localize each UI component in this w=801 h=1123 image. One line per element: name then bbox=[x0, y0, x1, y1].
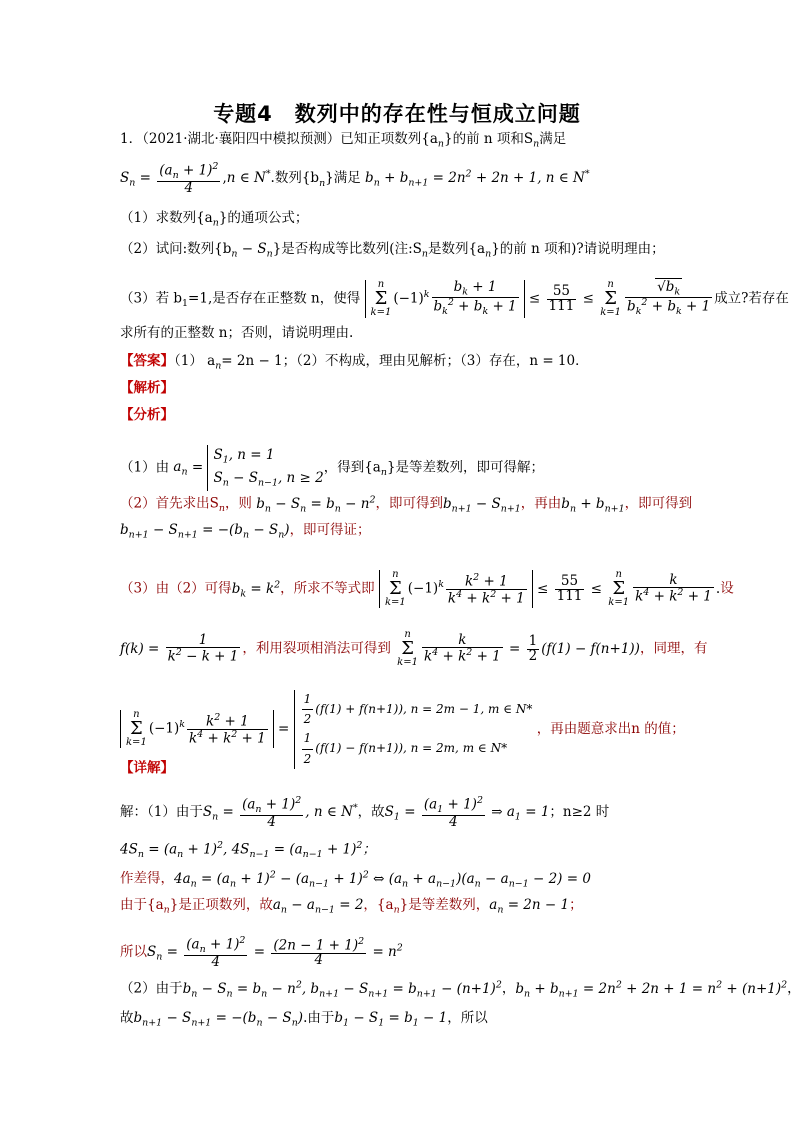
analysis-2-text-6: ，即可得证； bbox=[289, 522, 371, 538]
question-1-text-2: }的通项公式； bbox=[218, 210, 309, 226]
analysis-2: （2）首先求出$S_n$，则 $b_n - S_n = b_n - n^2$，即可得到$b_{n+1} - S_{n+1}$，再由$b_n + b_{n+1}$，即可得到 bbox=[120, 494, 693, 515]
question-2-text-3: 是数列{a bbox=[427, 241, 486, 257]
detail-4: 由于$\{a_n\}$是正项数列，故$a_n - a_{n-1} = 2$，$\{a_n\}$是等差数列，$a_n = 2n - 1$； bbox=[120, 897, 583, 916]
detail-7-text-3: ，所以 bbox=[447, 1010, 488, 1026]
detail-5-text: 所以 bbox=[120, 944, 147, 961]
question-3: （3）若 $b_1=1$,是否存在正整数 n，使得 n Σ $k=1(-1)^k$ $\frac{b_k + 1}{b_k^2 + b_k + 1}$ ≤ $\frac{55}{111}$ ≤ n Σ k=1 $\frac{√b_k}{b_k^2 + b_k + 1}$ 成立?若存在 bbox=[120, 279, 789, 318]
detail-4-text-2: }是正项数列，故 bbox=[169, 897, 273, 913]
detail-1-text-2: ，故 bbox=[357, 804, 385, 821]
answer-text-2: = 2n − 1；（2）不构成，理由见解析；（3）存在，n = 10． bbox=[221, 353, 589, 369]
detail-3-text: 作差得， bbox=[120, 870, 174, 887]
detail-7-text-2: 由于 bbox=[307, 1010, 335, 1026]
analysis-3-text-2: ，所求不等式即 bbox=[280, 580, 375, 597]
detail-4-text-3: ，{a bbox=[363, 897, 394, 913]
problem-intro-line: 1．（2021·湖北·襄阳四中模拟预测）已知正项数列$\{a_n\}$的前 n 项和$S_n$满足 bbox=[120, 131, 567, 150]
section-fenxi: 【分析】 bbox=[120, 407, 174, 423]
analysis-1-text: （1）由 bbox=[120, 459, 170, 476]
analysis-2-line-2: $b_{n+1} - S_{n+1} = -(b_n - S_n)$，即可得证； bbox=[120, 522, 371, 541]
question-3-text-2: =1,是否存在正整数 n，使得 bbox=[188, 290, 361, 307]
question-2-text-4: }的前 n 项和)?请说明理由； bbox=[491, 241, 665, 257]
detail-5: 所以$S_n$ = $\frac{(a_n + 1)^2}{4}$ = $\frac{(2n - 1 + 1)^2}{4}$ = $n^2$ bbox=[120, 935, 403, 970]
detail-2: $4S_n = (a_n + 1)^2$, $4S_{n-1} = (a_{n-1} + 1)^2$； bbox=[120, 840, 376, 861]
analysis-3-text-3: 设 bbox=[720, 580, 734, 597]
section-jiexi: 【解析】 bbox=[120, 380, 174, 396]
analysis-3-text: （3）由（2）可得 bbox=[120, 580, 232, 597]
question-1: （1）求数列$\{a_n\}$的通项公式； bbox=[120, 210, 309, 229]
section-xiangjie: 【详解】 bbox=[120, 760, 174, 776]
analysis-1-text-3: }是等差数列，即可得解； bbox=[386, 459, 545, 476]
analysis-1: （1）由 $a_n$ = $S_1$, n = 1 $S_n - S_{n-1}$, n ≥ 2 ，得到$\{a_n\}$是等差数列，即可得解； bbox=[120, 445, 544, 491]
detail-4-text: 由于{a bbox=[120, 897, 164, 913]
answer-line: 【答案】（1） $a_n= 2n - 1$；（2）不构成，理由见解析；（3）存在，n = 10． bbox=[120, 353, 589, 372]
answer-text: （1） a bbox=[174, 353, 216, 369]
problem-intro-2: }的前 n 项和S bbox=[444, 131, 534, 147]
detail-7-text: 故 bbox=[120, 1010, 134, 1026]
analysis-4-text-2: ，同理，有 bbox=[639, 640, 708, 657]
analysis-5-text: ，再由题意求出n 的值； bbox=[536, 720, 685, 737]
detail-3: 作差得，$4a_n = (a_n + 1)^2 - (a_{n-1} + 1)^2$ ⇔ $(a_n + a_{n-1})(a_n - a_{n-1} - 2) = 0$ bbox=[120, 869, 591, 890]
analysis-2-text: （2）首先求出S bbox=[120, 495, 219, 512]
problem-intro-3: 满足 bbox=[539, 131, 567, 147]
detail-1-text: 解：（1）由于 bbox=[120, 804, 203, 821]
answer-label: 【答案】 bbox=[120, 353, 174, 369]
problem-formula-text-2: }满足 bbox=[325, 170, 361, 187]
detail-6: （2）由于$b_n - S_n = b_n - n^2$, $b_{n+1} - S_{n+1} = b_{n+1} - (n+1)^2$，$b_n + b_{n+1} = 2n^2 + 2n + 1 = n^2 + (n+1)^2$， bbox=[120, 979, 801, 1000]
analysis-2-text-4: ，再由 bbox=[520, 495, 562, 512]
question-2: （2）试问:数列$\{b_n - S_n\}$是否构成等比数列(注$:S_n$是数列$\{a_n\}$的前 n 项和)?请说明理由； bbox=[120, 241, 665, 260]
question-1-text: （1）求数列{a bbox=[120, 210, 213, 226]
analysis-5: n Σ $k=1(-1)^k$ $\frac{k^2 + 1}{k^4 + k^2 + 1}$ = $\frac{1}{2}$ (f(1) + f(n+1)), n = 2m − 1, m ∈ N* $\frac{1}{2}$ (f(1) − f(n+1)), n = 2m, m ∈ N* ，再由题意求出n 的值； bbox=[120, 690, 685, 769]
analysis-1-text-2: ，得到{a bbox=[323, 459, 381, 476]
analysis-4: f(k) = $\frac{1}{k^2 - k + 1}$ ，利用裂项相消法可得到 n Σ k=1 $\frac{k}{k^4 + k^2 + 1}$ = $\frac{1}{2}$ (f(1) − f(n+1))，同理，有 bbox=[120, 629, 708, 668]
page-title: 专题4 数列中的存在性与恒成立问题 bbox=[213, 102, 581, 126]
detail-4-text-4: }是等差数列， bbox=[399, 897, 490, 913]
problem-intro: 1．（2021·湖北·襄阳四中模拟预测）已知正项数列{a bbox=[120, 131, 438, 147]
question-3-text-3: 成立?若存在 bbox=[714, 290, 789, 307]
analysis-2-text-5: ，即可得到 bbox=[624, 495, 693, 512]
detail-6-text: （2）由于 bbox=[120, 980, 183, 997]
question-3-text: （3）若 b bbox=[120, 290, 183, 307]
question-2-text-2: }是否构成等比数列(注:S bbox=[272, 241, 422, 257]
analysis-2-text-2: ，则 bbox=[224, 495, 252, 512]
question-3-line-2: 求所有的正整数 n；否则，请说明理由. bbox=[120, 325, 354, 341]
detail-1-text-3: ；n≥2 时 bbox=[549, 804, 610, 821]
question-2-text: （2）试问:数列{b bbox=[120, 241, 232, 257]
analysis-3: （3）由（2）可得$b_k = k^2$，所求不等式即 n Σ $k=1(-1)^k$ $\frac{k^2 + 1}{k^4 + k^2 + 1}$ ≤ $\frac{55}{111}$ ≤ n Σ k=1 $\frac{k}{k^4 + k^2 + 1}$ .设 bbox=[120, 569, 734, 608]
detail-7: 故$b_{n+1} - S_{n+1} = -(b_n - S_n)$.由于$b_1 - S_1 = b_1 - 1$，所以 bbox=[120, 1010, 488, 1029]
analysis-4-text: ，利用裂项相消法可得到 bbox=[242, 640, 391, 657]
detail-1: 解：（1）由于$S_n$ = $\frac{(a_n + 1)^2}{4}$ , n ∈ N*，故$S_1$ = $\frac{(a_1 + 1)^2}{4}$ ⇒ $a_1 = 1$；n≥2 时 bbox=[120, 795, 610, 830]
analysis-2-text-3: ，即可得到 bbox=[375, 495, 443, 512]
problem-formula-text: 数列{b bbox=[274, 170, 320, 187]
problem-formula-line: $S_n$ = $\frac{(a_n + 1)^2}{4}$ ,n ∈ N*.数列$\{b_n\}$满足 $b_n + b_{n+1} = 2n^2 + 2n + 1$, n ∈ N* bbox=[120, 161, 590, 196]
